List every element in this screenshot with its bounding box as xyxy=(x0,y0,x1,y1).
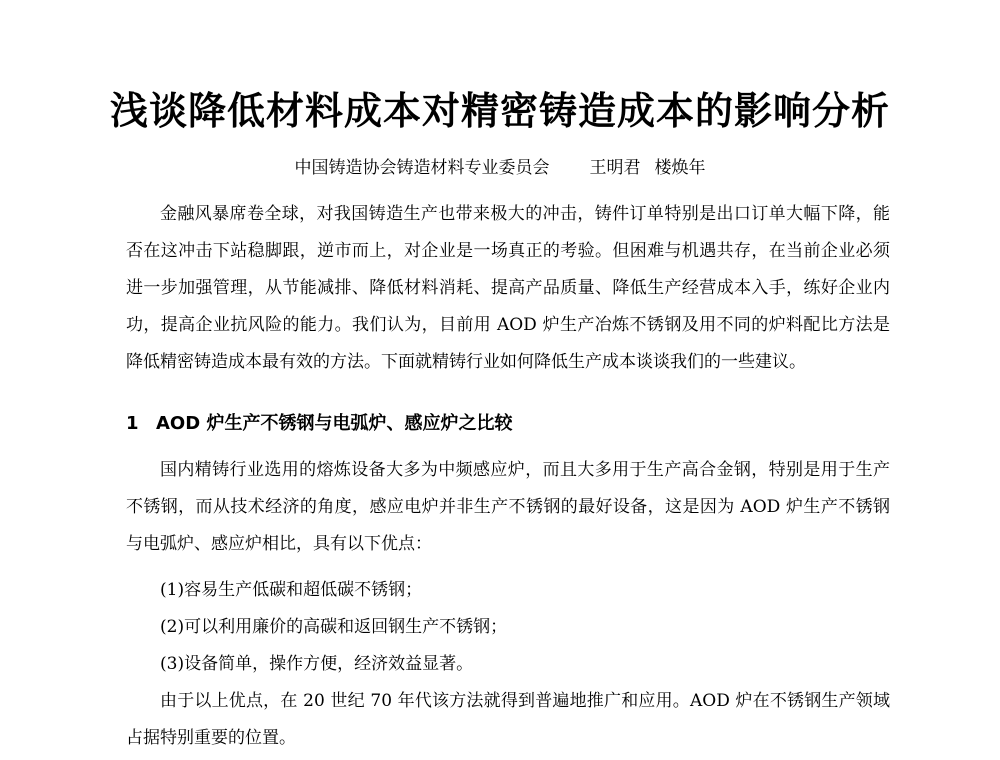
author-organization: 中国铸造协会铸造材料专业委员会 xyxy=(294,158,550,178)
section-number: 1 xyxy=(126,413,139,434)
article-title: 浅谈降低材料成本对精密铸造成本的影响分析 xyxy=(109,89,890,133)
body-paragraph: 国内精铸行业选用的熔炼设备大多为中频感应炉，而且大多用于生产高合金钢，特别是用于生产不锈钢，而从技术经济的角度，感应电炉并非生产不锈钢的最好设备，这是因为 AOD 炉生产不锈钢与电弧炉、感应炉相比，具有以下优点： xyxy=(126,460,890,554)
list-item: (2)可以利用廉价的高碳和返回钢生产不锈钢； xyxy=(160,617,508,637)
section-title: AOD 炉生产不锈钢与电弧炉、感应炉之比较 xyxy=(156,413,513,434)
body-paragraph: 由于以上优点，在 20 世纪 70 年代该方法就得到普遍地推广和应用。AOD 炉在不锈钢生产领域占据特别重要的位置。 xyxy=(126,691,890,748)
byline xyxy=(0,154,1000,182)
intro-paragraph: 金融风暴席卷全球，对我国铸造生产也带来极大的冲击，铸件订单特别是出口订单大幅下降，能否在这冲击下站稳脚跟，逆市而上，对企业是一场真正的考验。但困难与机遇共存，在当前企业必须进一步加强管理，从节能减排、降低材料消耗、提高产品质量、降低生产经营成本入手，练好企业内功，提高企业抗风险的能力。我们认为，目前用 AOD 炉生产冶炼不锈钢及用不同的炉料配比方法是降低精密铸造成本最有效的方法。下面就精铸行业如何降低生产成本谈谈我们的一些建议。 xyxy=(126,204,890,372)
author-name: 王明君 xyxy=(589,158,641,178)
section-heading xyxy=(126,406,890,442)
author-name: 楼焕年 xyxy=(654,158,706,178)
list-item: (3)设备简单，操作方便，经济效益显著。 xyxy=(160,654,474,674)
list-item: (1)容易生产低碳和超低碳不锈钢； xyxy=(160,580,423,600)
